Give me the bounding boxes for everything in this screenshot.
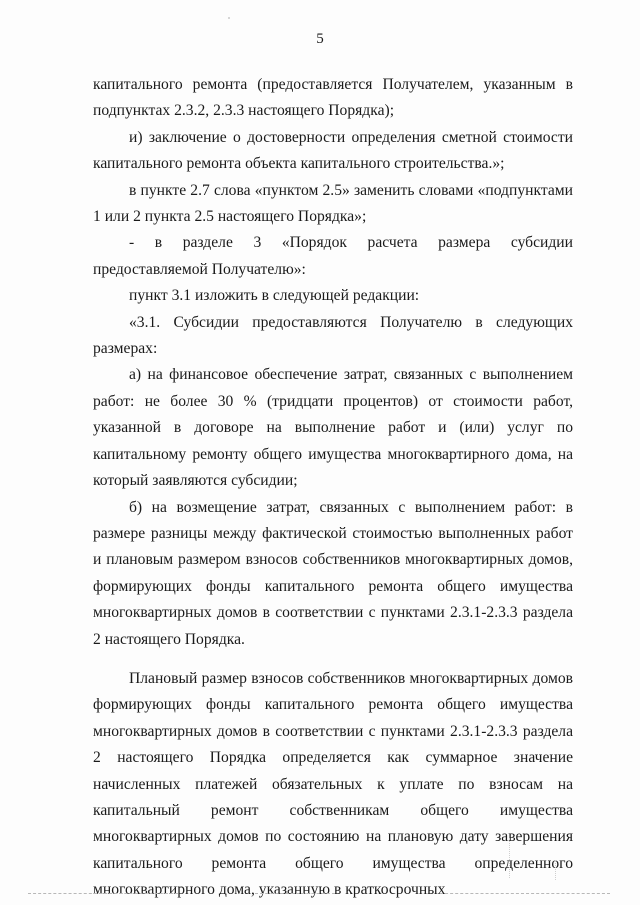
scan-speck [228,17,230,19]
scan-speck [555,860,557,880]
paragraph-point-3-1: «3.1. Субсидии предоставляются Получателю в следующих размерах: [93,313,573,358]
paragraph-subitem-b: б) на возмещение затрат, связанных с выполнением работ: в размере разницы между фактической стоимостью выполненных работ и плановым размером взносов собственников многоквартирных домов, формирующих фонды капитального ремонта общего имущества многоквартирных домов в соответствии с пунктами 2.3.1-2.3.3 раздела 2 настоящего Порядка. [93,498,573,648]
paragraph-item-i: и) заключение о достоверности определения сметной стоимости капитального ремонта объекта капитального строительства.»; [93,128,573,173]
scan-edge-line [440,893,610,894]
paragraph-point-3-1-intro: пункт 3.1 изложить в следующей редакции: [129,287,420,305]
paragraph-planned-contributions: Плановый размер взносов собственников многоквартирных домов формирующих фонды капитального ремонта общего имущества многоквартирных домов в соответствии с пунктами 2.3.1-2.3.3 раздела 2 настоящего Порядка определяется как суммарное значение начисленных платежей обязательных к уплате по взносам на капитальный ремонт собственникам общего имущества многоквартирных домов по состоянию на плановую дату завершения капитального ремонта общего имущества определенного многоквартирного дома, указанную в краткосрочных [93,669,573,899]
scan-speck [509,838,511,878]
document-body [93,72,573,904]
scan-edge-line [255,893,335,894]
scan-edge-line [28,893,178,894]
paragraph-point-2-7: в пункте 2.7 слова «пунктом 2.5» заменить словами «подпунктами 1 или 2 пункта 2.5 настоящего Порядка»; [93,181,573,226]
page-number: 5 [316,31,324,47]
paragraph-subitem-a: а) на финансовое обеспечение затрат, связанных с выполнением работ: не более 30 % (тридцати процентов) от стоимости работ, указанной в договоре на выполнение работ и (или) услуг по капитальному ремонту общего имущества многоквартирного дома, на который заявляются субсидии; [93,366,573,490]
paragraph-section-3: - в разделе 3 «Порядок расчета размера субсидии предоставляемой Получателю»: [93,234,573,278]
paragraph-continuation: капитального ремонта (предоставляется Получателем, указанным в подпунктах 2.3.2, 2.3.3 настоящего Порядка); [93,76,573,120]
